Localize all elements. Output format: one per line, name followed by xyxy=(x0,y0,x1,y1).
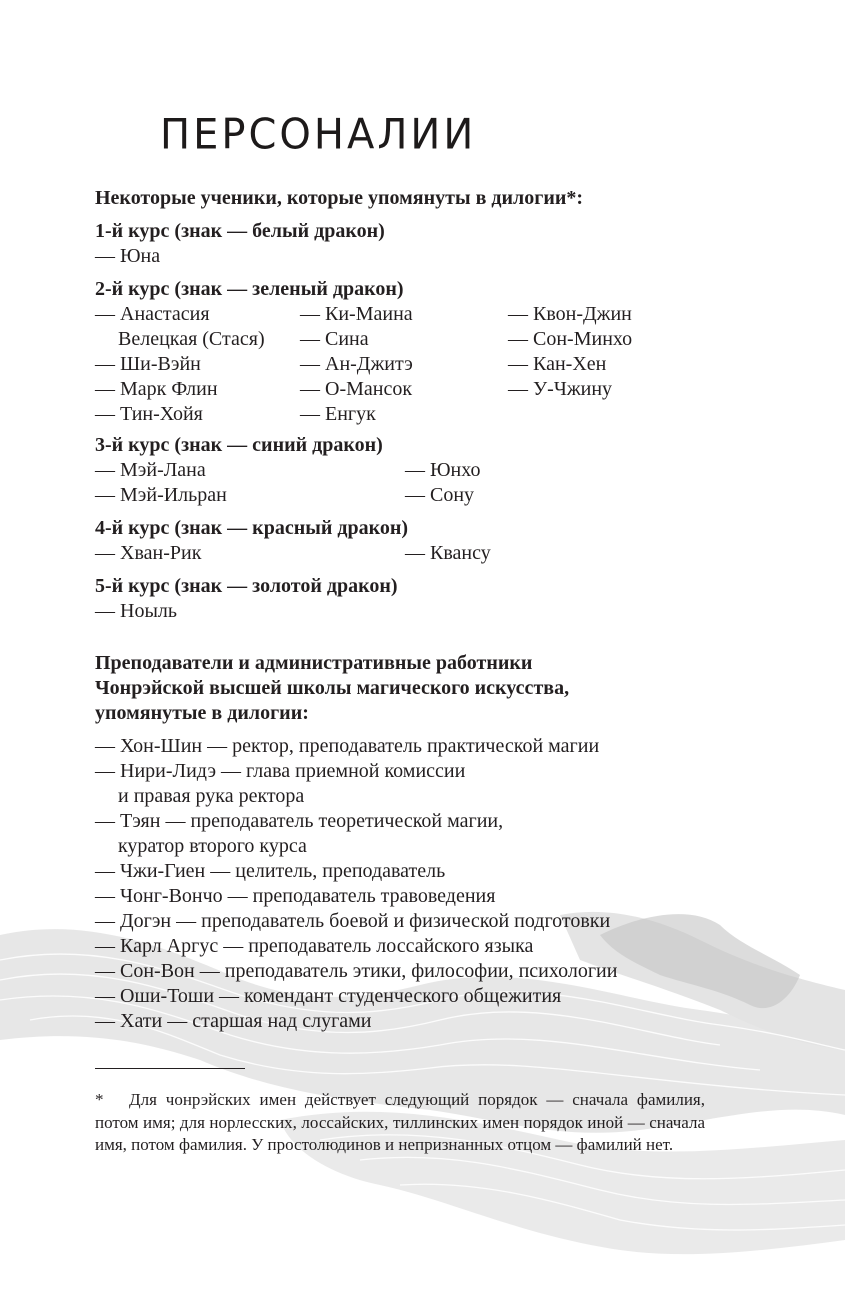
student-name: — Кан-Хен xyxy=(508,353,607,375)
student-name: — Сон-Минхо xyxy=(508,328,633,350)
footnote xyxy=(95,1089,705,1157)
course-3-heading: 3-й курс (знак — синий дракон) xyxy=(95,434,383,456)
student-name: — Ки-Маина xyxy=(300,303,413,325)
student-name: — Анастасия xyxy=(95,303,210,325)
students-heading: Некоторые ученики, которые упомянуты в дилогии*: xyxy=(95,187,584,209)
course-3-columns xyxy=(95,458,481,508)
student-name: — О-Мансок xyxy=(300,378,413,400)
course-2 xyxy=(95,277,632,427)
staff-entry: — Карл Аргус — преподаватель лоссайского языка xyxy=(95,935,534,957)
student-name: — Квансу xyxy=(405,542,491,564)
student-name: — Юна xyxy=(95,245,161,267)
course-3 xyxy=(95,433,481,508)
column-1 xyxy=(95,458,405,508)
column-3 xyxy=(508,302,632,427)
course-4-columns xyxy=(95,541,491,566)
student-name: — Сону xyxy=(405,484,475,506)
student-name: — Сина xyxy=(300,328,369,350)
student-name: — Хван-Рик xyxy=(95,542,202,564)
student-name: — Ан-Джитэ xyxy=(300,353,413,375)
staff-entry: — Чонг-Вончо — преподаватель травоведения xyxy=(95,885,496,907)
staff-entry: — Нири-Лидэ — глава приемной комиссии xyxy=(95,760,466,782)
staff-entry: — Догэн — преподаватель боевой и физической подготовки xyxy=(95,910,611,932)
student-name: — Мэй-Ильран xyxy=(95,484,227,506)
column-2 xyxy=(300,302,508,427)
staff-entry: — Хон-Шин — ректор, преподаватель практической магии xyxy=(95,735,600,757)
course-4-heading: 4-й курс (знак — красный дракон) xyxy=(95,517,409,539)
staff-entry-cont: и правая рука ректора xyxy=(118,785,305,807)
column-2 xyxy=(405,541,491,566)
column-2 xyxy=(405,458,481,508)
staff-entry: — Сон-Вон — преподаватель этики, философии, психологии xyxy=(95,960,618,982)
student-name: — Юнхо xyxy=(405,459,481,481)
staff-entry: — Чжи-Гиен — целитель, преподаватель xyxy=(95,860,446,882)
student-name: — Енгук xyxy=(300,403,376,425)
student-name: — Ноыль xyxy=(95,600,177,622)
staff-entry-cont: куратор второго курса xyxy=(118,835,307,857)
staff-entry: — Хати — старшая над слугами xyxy=(95,1010,372,1032)
course-1 xyxy=(95,219,385,269)
staff-entry: — Оши-Тоши — комендант студенческого общежития xyxy=(95,985,562,1007)
student-name: — Мэй-Лана xyxy=(95,459,206,481)
student-name: — Марк Флин xyxy=(95,378,218,400)
staff-heading-line: Чонрэйской высшей школы магического искусства, xyxy=(95,677,570,699)
student-name: — Ши-Вэйн xyxy=(95,353,201,375)
student-name-cont: Велецкая (Стася) xyxy=(118,328,265,350)
column-1 xyxy=(95,541,405,566)
student-name: — Тин-Хойя xyxy=(95,403,203,425)
students-heading-block xyxy=(95,186,583,211)
course-4 xyxy=(95,516,491,566)
course-5 xyxy=(95,574,398,624)
page-title: ПЕРСОНАЛИИ xyxy=(160,110,477,160)
staff-entry: — Тэян — преподаватель теоретической магии, xyxy=(95,810,504,832)
column-1 xyxy=(95,302,300,427)
course-2-heading: 2-й курс (знак — зеленый дракон) xyxy=(95,278,404,300)
staff-heading-line: упомянутые в дилогии: xyxy=(95,702,309,724)
staff-section xyxy=(95,651,617,1034)
course-2-columns xyxy=(95,302,632,427)
staff-heading-line: Преподаватели и административные работники xyxy=(95,652,533,674)
footnote-divider xyxy=(95,1068,245,1069)
footnote-text: Для чонрэйских имен действует следующий порядок — сначала фамилия, потом имя; для норлесских, лоссайских, тиллинских имен порядок иной — сначала имя, потом фамилия. У простолюдинов и непризнанных отцом — фамилий нет. xyxy=(95,1090,705,1154)
student-name: — У-Чжину xyxy=(508,378,613,400)
student-name: — Квон-Джин xyxy=(508,303,632,325)
footnote-marker: * xyxy=(95,1090,104,1109)
course-1-heading: 1-й курс (знак — белый дракон) xyxy=(95,220,385,242)
course-5-heading: 5-й курс (знак — золотой дракон) xyxy=(95,575,398,597)
